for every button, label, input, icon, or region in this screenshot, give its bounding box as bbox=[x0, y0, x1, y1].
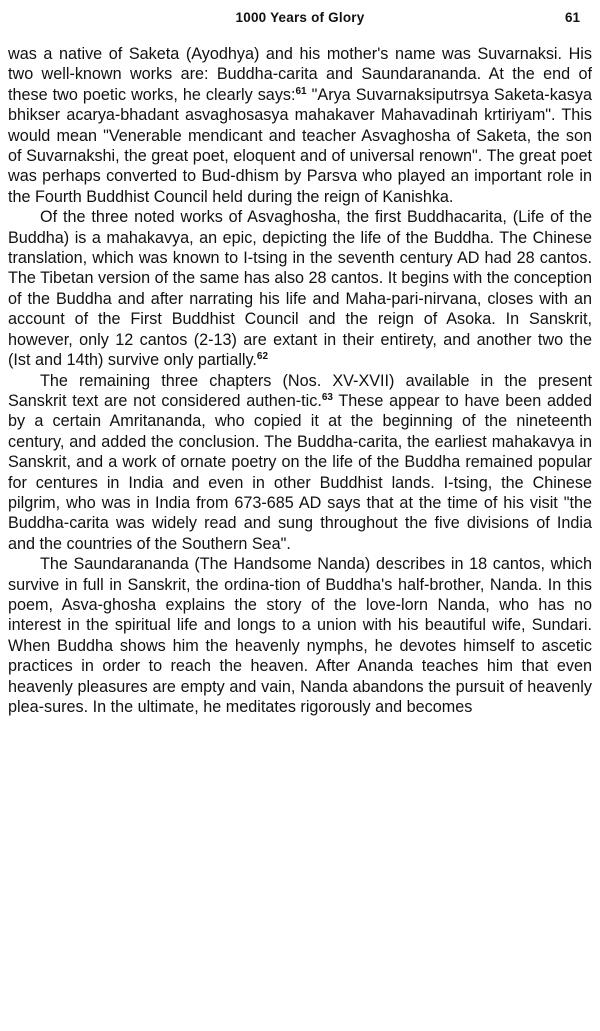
paragraph-text: The Saundarananda (The Handsome Nanda) describes in 18 cantos, which survive in full in Sanskrit, the ordina-tion of Buddha's half-brother, Nanda. In this poem, Asva-ghosha explains the story of the love-lorn Nanda, who has no interest in the spiritual life and longs to a union with his beautiful wife, Sundari. When Buddha shows him the heavenly nymphs, he devotes himself to ascetic practices in order to reach the heaven. After Ananda teaches him that even heavenly pleasures are empty and vain, Nanda abandons the pursuit of heavenly plea-sures. In the ultimate, he meditates rigorously and becomes bbox=[8, 555, 592, 716]
footnote-ref: 63 bbox=[321, 391, 333, 403]
paragraph bbox=[8, 371, 592, 555]
paragraph-text: These appear to have been added by a certain Amritananda, who copied it at the beginning of the nineteenth century, and added the conclusion. The Buddha-carita, the earliest mahakavya in Sanskrit, and a work of ornate poetry on the life of the Buddha remained popular for centures in India and even in other Buddhist lands. I-tsing, the Chinese pilgrim, who was in India from 673-685 AD says that at the time of his visit "the Buddha-carita was widely read and sung throughout the five divisions of India and the countries of the Southern Sea". bbox=[8, 391, 593, 553]
paragraph bbox=[8, 207, 592, 370]
paragraph bbox=[8, 554, 592, 717]
running-head: 1000 Years of Glory bbox=[235, 10, 365, 25]
footnote-ref: 62 bbox=[256, 351, 269, 363]
paragraph-text: was a native of Saketa (Ayodhya) and his mother's name was Suvarnaksi. His two well-known works are: Buddha-carita and Saundarananda. At the end of these two poetic works, he clearly says: bbox=[8, 45, 592, 104]
paragraph bbox=[8, 44, 592, 207]
footnote-ref: 61 bbox=[295, 85, 307, 97]
paragraph-text: Of the three noted works of Asvaghosha, the first Buddhacarita, (Life of the Buddha) is a mahakavya, an epic, depicting the life of the Buddha. The Chinese translation, which was known to I-tsing in the seventh century AD had 28 cantos. The Tibetan version of the same has also 28 cantos. It begins with the conception of the Buddha and after narrating his life and Maha-pari-nirvana, closes with an account of the First Buddhist Council and the reign of Asoka. In Sanskrit, however, only 12 cantos (2-13) are extant in their entirety, and another two the (Ist and 14th) survive only partially. bbox=[8, 208, 592, 370]
paragraph-text: The remaining three chapters (Nos. XV-XVII) available in the present Sanskrit text are not considered authen-tic. bbox=[8, 371, 592, 410]
body-text bbox=[8, 44, 592, 717]
paragraph-text: "Arya Suvarnaksiputrsya Saketa-kasya bhikser acarya-bhadant asvaghosasya mahakaver Mahavadinah krtiriyam". This would mean "Venerable mendicant and teacher Asvaghosha of Saketa, the son of Suvarnakshi, the great poet, eloquent and of universal renown". The great poet was perhaps converted to Bud-dhism by Parsva who played an important role in the Fourth Buddhist Council held during the reign of Kanishka. bbox=[8, 85, 592, 206]
page-number: 61 bbox=[564, 10, 580, 25]
page-header bbox=[0, 6, 600, 28]
